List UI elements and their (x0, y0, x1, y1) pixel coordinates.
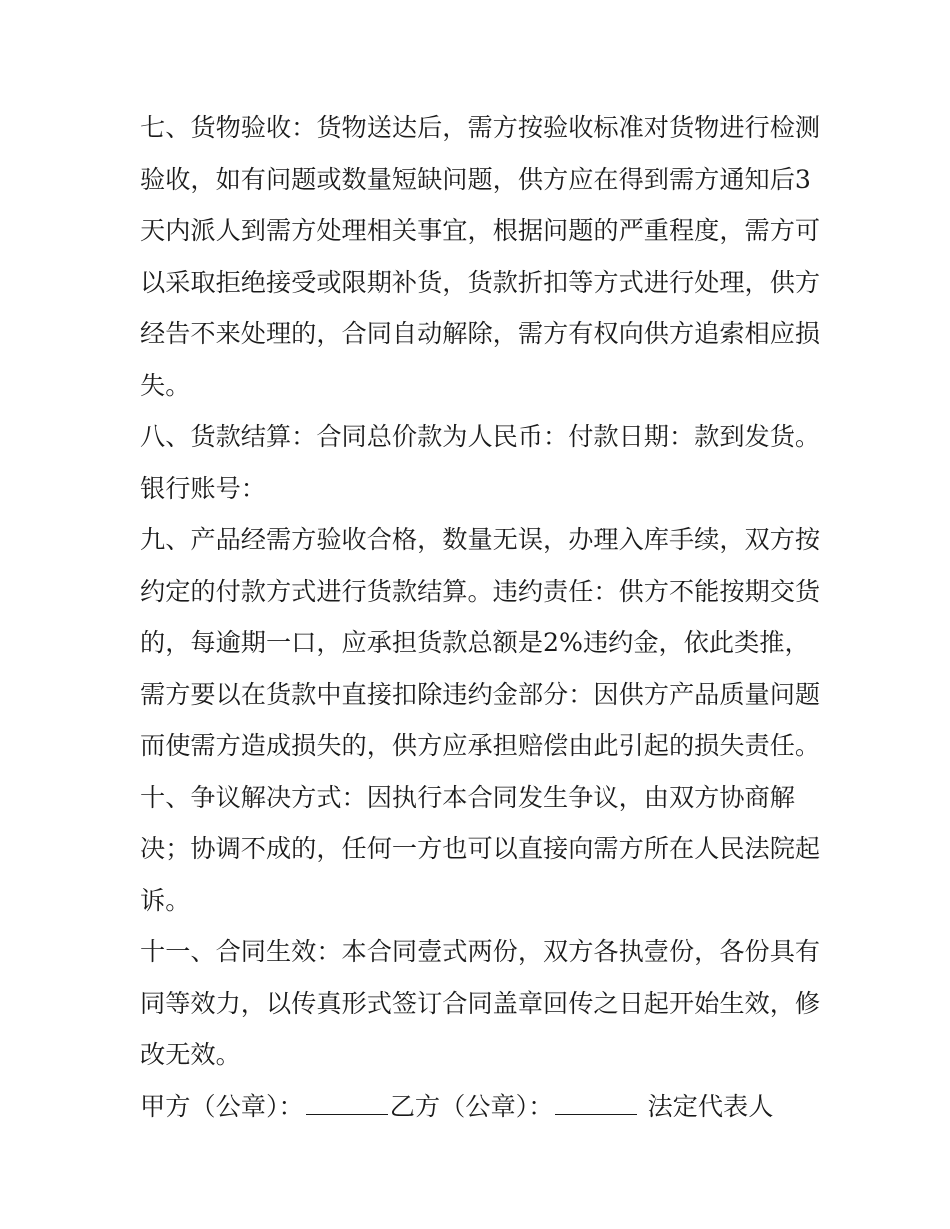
text-line: 十一、合同生效：本合同壹式两份，双方各执壹份，各份具有 (140, 937, 821, 966)
text-line: 经告不来处理的，合同自动解除，需方有权向供方追索相应损 (140, 319, 821, 348)
text-line: 天内派人到需方处理相关事宜，根据问题的严重程度，需方可 (140, 216, 821, 245)
text-line: 银行账号： (140, 473, 266, 503)
text-line: 改无效。 (140, 1040, 241, 1069)
party-a-blank (306, 1092, 388, 1115)
text-line: 决；协调不成的，任何一方也可以直接向需方所在人民法院起 (140, 834, 821, 863)
party-b-blank (555, 1092, 637, 1115)
text-line: 十、争议解决方式：因执行本合同发生争议，由双方协商解 (140, 782, 795, 812)
text-line: 验收，如有问题或数量短缺问题，供方应在得到需方通知后3 (140, 164, 811, 194)
text-line: 同等效力，以传真形式签订合同盖章回传之日起开始生效，修 (140, 988, 821, 1018)
text-line: 诉。 (140, 885, 191, 915)
contract-body (140, 102, 820, 1132)
text-line: 九、产品经需方验收合格，数量无误，办理入库手续，双方按 (140, 525, 821, 554)
party-b-label: 乙方（公章）： (389, 1091, 554, 1121)
legal-rep-label: 法定代表人 (647, 1091, 774, 1121)
signature-line (140, 1081, 820, 1133)
text-line: 需方要以在货款中直接扣除违约金部分：因供方产品质量问题 (140, 679, 821, 709)
text-line: 以采取拒绝接受或限期补货，货款折扣等方式进行处理，供方 (140, 267, 821, 297)
text-line: 而使需方造成损失的，供方应承担赔偿由此引起的损失责任。 (140, 731, 821, 760)
party-a-label: 甲方（公章）： (140, 1091, 304, 1121)
text-line: 八、货款结算：合同总价款为人民币：付款日期：款到发货。 (140, 422, 821, 451)
text-line: 七、货物验收：货物送达后，需方按验收标准对货物进行检测 (140, 113, 821, 142)
text-line: 约定的付款方式进行货款结算。违约责任：供方不能按期交货 (140, 576, 821, 606)
text-line: 的，每逾期一口，应承担货款总额是2%违约金，依此类推， (140, 628, 810, 657)
text-line: 失。 (140, 370, 191, 400)
